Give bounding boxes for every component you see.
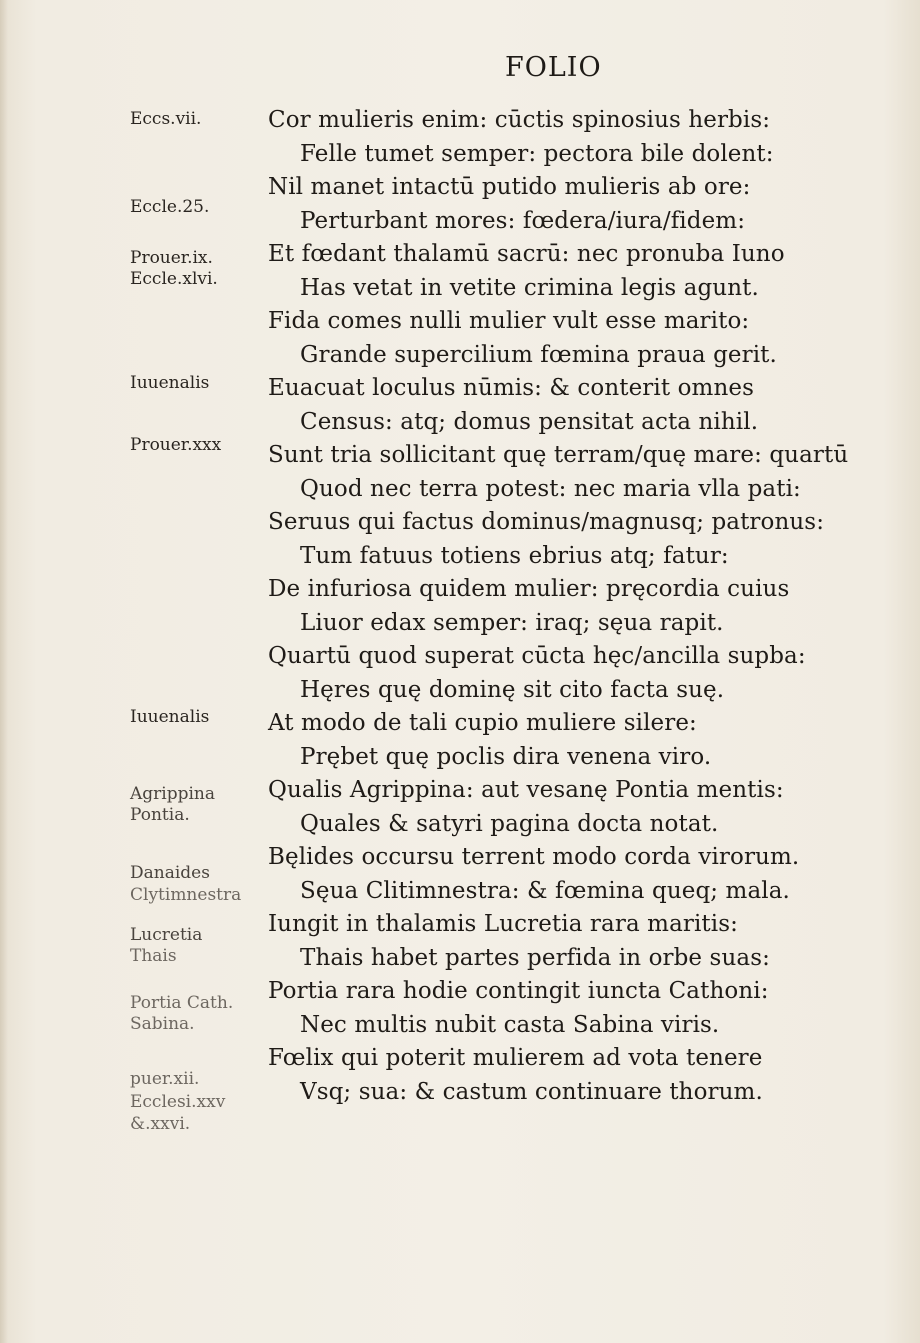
margin-note: Portia Cath. [130, 993, 234, 1013]
verse-line: Prębet quę poclis dira venena viro. [300, 744, 712, 770]
verse-line: Vsq; sua: & castum continuare thorum. [300, 1079, 763, 1105]
margin-note: Prouer.xxx [130, 435, 222, 455]
margin-note: Iuuenalis [130, 373, 210, 393]
margin-note: Prouer.ix. [130, 248, 213, 268]
margin-note: Sabina. [130, 1014, 195, 1034]
verse-line: Nil manet intactū putido mulieris ab ore: [268, 174, 751, 200]
verse-line: At modo de tali cupio muliere silere: [268, 710, 697, 736]
verse-line: Sęua Clitimnestra: & fœmina queq; mala. [300, 878, 790, 904]
verse-line: Liuor edax semper: iraq; sęua rapit. [300, 610, 724, 636]
margin-note: puer.xii. [130, 1069, 200, 1089]
verse-line: Cor mulieris enim: cūctis spinosius herbis: [268, 107, 771, 133]
verse-line: Fœlix qui poterit mulierem ad vota tenere [268, 1045, 763, 1071]
verse-line: Iungit in thalamis Lucretia rara maritis: [268, 911, 738, 937]
margin-note: Eccle.25. [130, 197, 210, 217]
verse-line: De infuriosa quidem mulier: pręcordia cuius [268, 576, 790, 602]
verse-line: Thais habet partes perfida in orbe suas: [300, 945, 770, 971]
margin-note: &.xxvi. [130, 1114, 191, 1134]
verse-line: Felle tumet semper: pectora bile dolent: [300, 141, 774, 167]
verse-line: Portia rara hodie contingit iuncta Cathoni: [268, 978, 769, 1004]
verse-line: Grande supercilium fœmina praua gerit. [300, 342, 777, 368]
verse-line: Quartū quod superat cūcta hęc/ancilla supba: [268, 643, 806, 669]
margin-note: Ecclesi.xxv [130, 1092, 226, 1112]
verse-line: Census: atq; domus pensitat acta nihil. [300, 409, 759, 435]
verse-line: Tum fatuus totiens ebrius atq; fatur: [300, 543, 729, 569]
verse-line: Seruus qui factus dominus/magnusq; patronus: [268, 509, 825, 535]
verse-line: Quales & satyri pagina docta notat. [300, 811, 719, 837]
margin-note: Thais [130, 946, 177, 966]
margin-note: Danaides [130, 863, 210, 883]
margin-note: Agrippina [130, 784, 216, 804]
verse-line: Has vetat in vetite crimina legis agunt. [300, 275, 759, 301]
verse-line: Nec multis nubit casta Sabina viris. [300, 1012, 720, 1038]
verse-line: Et fœdant thalamū sacrū: nec pronuba Iuno [268, 241, 785, 267]
margin-note: Lucretia [130, 925, 203, 945]
verse-line: Sunt tria sollicitant quę terram/quę mare: quartū [268, 442, 849, 468]
margin-note: Eccs.vii. [130, 109, 202, 129]
margin-note: Clytimnestra [130, 885, 242, 905]
margin-note: Iuuenalis [130, 707, 210, 727]
verse-line: Hęres quę dominę sit cito facta suę. [300, 677, 725, 703]
verse-line: Qualis Agrippina: aut vesanę Pontia mentis: [268, 777, 784, 803]
verse-line: Fida comes nulli mulier vult esse marito: [268, 308, 750, 334]
margin-note: Pontia. [130, 805, 190, 825]
folio-header: FOLIO [505, 52, 602, 83]
verse-line: Euacuat loculus nūmis: & conterit omnes [268, 375, 754, 401]
margin-note: Eccle.xlvi. [130, 269, 218, 289]
verse-line: Bęlides occursu terrent modo corda virorum. [268, 844, 800, 870]
verse-line: Quod nec terra potest: nec maria vlla pati: [300, 476, 801, 502]
verse-line: Perturbant mores: fœdera/iura/fidem: [300, 208, 746, 234]
